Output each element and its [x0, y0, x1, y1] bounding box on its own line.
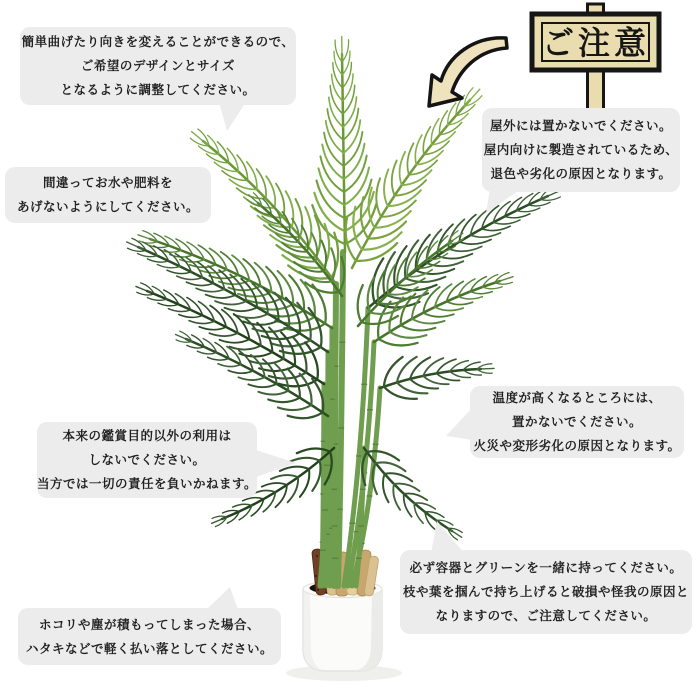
note-line: 屋外には置かないでください。 [489, 119, 672, 133]
note-line: 退色や劣化の原因となります。 [490, 167, 672, 181]
note-line: あげないようにしてください。 [16, 200, 199, 214]
frond-leaflet [228, 370, 253, 373]
frond-rachis [186, 339, 328, 416]
frond-leaflet [206, 295, 236, 298]
frond-leaflet [379, 339, 418, 346]
palm-frond [312, 37, 376, 252]
frond-leaflet [209, 333, 237, 336]
note-indoor-only [482, 108, 680, 192]
note-line: 当方では一切の責任を負いかねます。 [37, 477, 258, 491]
frond-leaflet [505, 197, 522, 216]
note-adjustable [20, 27, 296, 105]
frond-leaflet [220, 339, 250, 342]
note-line: 簡単曲げたり向きを変えることができるので、 [21, 35, 295, 49]
caution-sign [532, 4, 659, 110]
frond-leaflet [458, 296, 482, 299]
frond-leaflet [384, 169, 388, 206]
stem [334, 448, 336, 586]
note-line: 枝や葉を掴んで持ち上げると破損や怪我の原因と [402, 585, 689, 599]
note-line: となるように調整してください。 [60, 83, 256, 97]
frond-leaflet [289, 458, 320, 463]
note-line: しないでください。 [88, 453, 206, 467]
curved-arrow-icon [429, 38, 507, 106]
frond-leaflet [401, 325, 436, 330]
note-line: ハタキなどで軽く払い落としてください。 [25, 641, 273, 656]
frond-leaflet [392, 161, 397, 196]
note-line: 本来の鑑賞目的以外の利用は [62, 429, 232, 443]
frond-leaflet [268, 398, 300, 402]
tail-note-adjustable [219, 102, 246, 131]
frond-leaflet [317, 181, 345, 219]
frond-tip [192, 132, 208, 145]
plant-stems [320, 252, 380, 586]
frond-leaflet [447, 302, 473, 305]
bark-speckle [315, 575, 317, 577]
frond-leaflet [412, 319, 445, 324]
frond-leaflet [320, 156, 344, 192]
frond-leaflet [423, 313, 454, 317]
frond-leaflet [435, 307, 463, 311]
frond-leaflet [343, 74, 353, 101]
note-avoid-heat [470, 386, 684, 458]
palm-frond [176, 331, 328, 418]
note-line: 必ず容器とグリーンを一緒に持ってください。 [409, 561, 683, 575]
frond-leaflet [271, 475, 298, 479]
frond-leaflet [199, 327, 226, 330]
frond-leaflet [470, 292, 492, 294]
frond-tip [136, 286, 153, 293]
frond-leaflet [248, 384, 276, 387]
tail-note-dusting [206, 587, 238, 610]
note-line: なりますので、ご注意してください。 [435, 609, 657, 623]
note-no-watering [5, 167, 211, 223]
tail-note-intended-use [253, 449, 296, 478]
frond-leaflet [373, 463, 377, 494]
frond-leaflet [410, 379, 438, 389]
frond-leaflet [332, 74, 343, 101]
note-line: 火災や変形劣化の原因となります。 [473, 439, 681, 453]
note-carry-with-pot [400, 550, 692, 634]
palm-frond [362, 448, 462, 540]
frond-leaflet [319, 168, 345, 205]
frond-leaflet [189, 321, 214, 324]
frond-tip [478, 368, 494, 369]
frond-leaflet [258, 391, 288, 395]
frond-leaflet [344, 168, 369, 205]
frond-leaflet [397, 383, 428, 394]
frond-leaflet [186, 282, 213, 285]
tail-note-carry [431, 521, 464, 553]
frond-leaflet [376, 178, 381, 216]
sign-label: ご注意 [541, 24, 651, 62]
frond-leaflet [230, 346, 261, 350]
note-line: 間違ってお水や肥料を [42, 176, 173, 190]
note-line: 屋内向けに製造されているため、 [483, 143, 679, 157]
palm-frond [358, 231, 464, 326]
bark-speckle [316, 555, 318, 557]
frond-rachis [364, 448, 452, 531]
bark-speckle [317, 589, 319, 591]
frond-leaflet [416, 269, 454, 274]
frond-leaflet [215, 301, 246, 304]
note-dusting [18, 608, 281, 665]
tail-note-avoid-heat [446, 407, 473, 440]
frond-leaflet [288, 412, 323, 418]
frond-leaflet [196, 288, 224, 291]
frond-leaflet [358, 285, 363, 322]
note-line: 置かないでください。 [511, 415, 642, 429]
frond-leaflet [280, 467, 309, 471]
note-line: 温度が高くなるところには、 [492, 391, 662, 405]
frond-leaflet [278, 405, 311, 410]
frond-leaflet [345, 180, 372, 218]
note-intended-use-only [37, 422, 257, 498]
frond-leaflet [423, 376, 449, 384]
note-line: ご希望のデザインとサイズ [80, 59, 236, 73]
frond-leaflet [238, 377, 264, 380]
note-line: ホコリや塵が積もってしまった場合、 [38, 617, 260, 632]
frond-leaflet [225, 307, 258, 311]
frond-leaflet [390, 332, 427, 338]
frond-tip [466, 89, 480, 104]
